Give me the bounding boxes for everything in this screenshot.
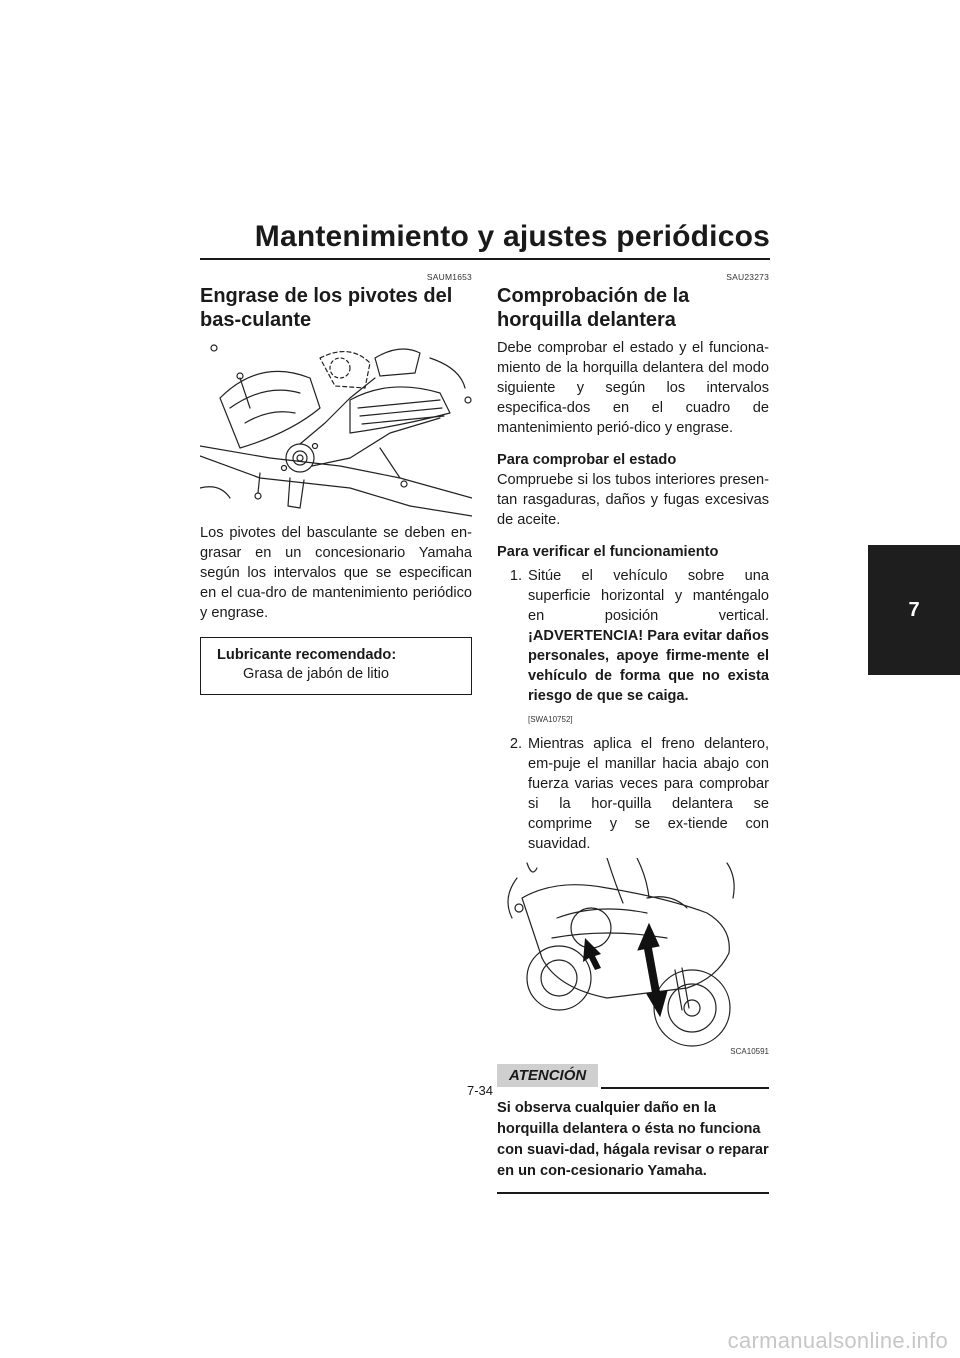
front-fork-illustration [497, 858, 769, 1058]
section-body: Los pivotes del basculante se deben en-grasar en un concesionario Yamaha según los intervalos que se especifican en el cua-dro de mantenimiento periódico y engrase. [200, 525, 472, 621]
lubricant-value: Grasa de jabón de litio [243, 666, 390, 682]
list-item [497, 734, 769, 854]
chapter-tab: 7 [868, 545, 960, 675]
watermark: carmanualsonline.info [727, 1328, 948, 1353]
lubricant-title: Lubricante recomendado: [217, 647, 397, 663]
left-column [200, 272, 472, 695]
step-text: Sitúe el vehículo sobre una superficie horizontal y manténgalo en posición vertical. [528, 568, 769, 624]
list-item [497, 566, 769, 730]
illustration-code: SCA10591 [730, 1047, 769, 1056]
section-code: SAU23273 [726, 272, 769, 282]
step-number: 2. [509, 736, 522, 752]
step-text: Mientras aplica el freno delantero, em-puje el manillar hacia abajo con fuerza varias veces para comprobar si la hor-quilla delantera se comprime y se ex-tiende con suavidad. [528, 736, 769, 852]
check-body: Compruebe si los tubos interiores presen-tan rasgaduras, daños y fugas excesivas de aceite. [497, 472, 769, 528]
function-subheading: Para verificar el funcionamiento [497, 544, 719, 560]
section-heading: Engrase de los pivotes del bas-culante [200, 285, 453, 331]
header-rule [200, 258, 770, 260]
page-number: 7-34 [466, 1083, 494, 1098]
page-title: Mantenimiento y ajustes periódicos [254, 220, 770, 253]
section-intro: Debe comprobar el estado y el funciona-miento de la horquilla delantera del modo siguiente y según los intervalos especifica-dos en el cuadro de mantenimiento perió-dico y engrase. [497, 340, 769, 436]
caution-text: Si observa cualquier daño en la horquilla delantera o ésta no funciona con suavi-dad, hágala revisar o reparar en un con-cesionario Yamaha. [497, 1100, 769, 1179]
section-code: SAUM1653 [426, 272, 472, 282]
lubricant-box [200, 637, 472, 695]
step-number: 1. [509, 568, 522, 584]
caution-bottom-rule [497, 1192, 769, 1194]
step-warning: ¡ADVERTENCIA! Para evitar daños personales, apoye firme-mente el vehículo de forma que no exista riesgo de que se caiga. [528, 628, 769, 704]
check-subheading: Para comprobar el estado [497, 452, 677, 468]
steps-list [497, 566, 769, 854]
caution-rule [601, 1087, 769, 1089]
section-heading: Comprobación de la horquilla delantera [497, 285, 690, 331]
caution-header [497, 1064, 769, 1090]
right-column [497, 272, 769, 1194]
caution-badge: ATENCIÓN [497, 1064, 598, 1087]
swingarm-pivot-illustration [200, 338, 472, 523]
warning-code: [SWA10752] [528, 715, 573, 724]
